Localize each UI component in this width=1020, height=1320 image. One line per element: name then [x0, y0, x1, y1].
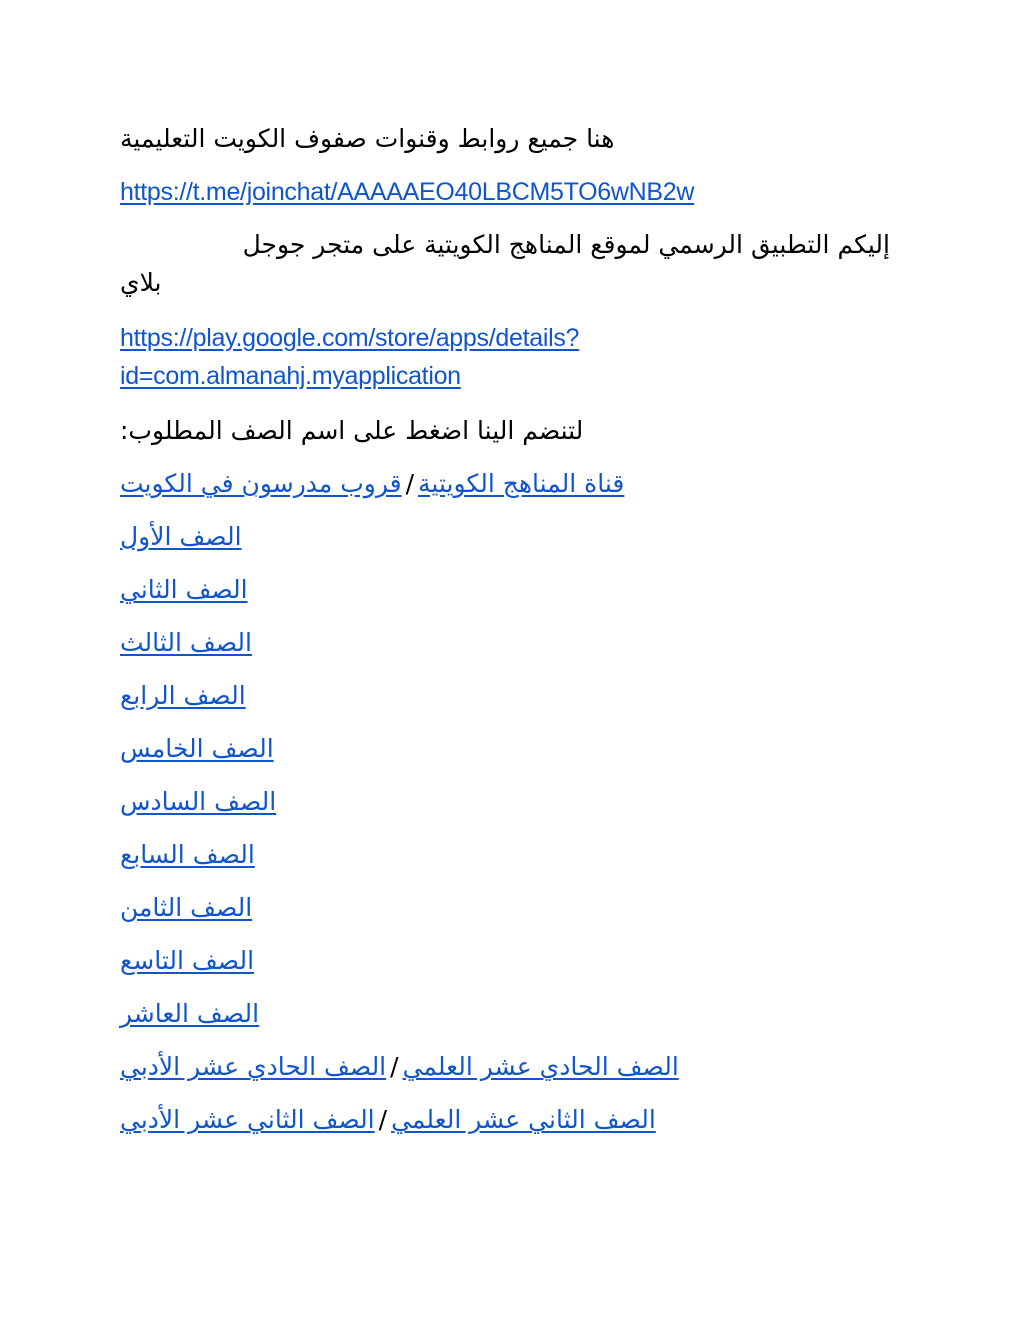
grade11-separator: /	[390, 1052, 399, 1081]
grade-link[interactable]: الصف الثامن	[120, 893, 253, 922]
grade11-row	[120, 1048, 679, 1086]
channels-separator: /	[405, 469, 415, 498]
grade-row	[120, 624, 252, 662]
grade-row	[120, 889, 252, 927]
grade11-arts-link[interactable]: الصف الحادي عشر الأدبي	[120, 1052, 387, 1081]
join-instruction: لتنضم الينا اضغط على اسم الصف المطلوب:	[120, 416, 584, 445]
grade-link[interactable]: الصف التاسع	[120, 946, 255, 975]
telegram-link[interactable]	[120, 173, 694, 211]
grade11-science-link[interactable]: الصف الحادي عشر العلمي	[402, 1052, 679, 1081]
channels-row	[120, 465, 624, 503]
intro-heading: هنا جميع روابط وقنوات صفوف الكويت التعليمية	[120, 124, 615, 153]
grade-row	[120, 783, 276, 821]
telegram-link-text[interactable]: https://t.me/joinchat/AAAAAEO40LBCM5TO6wNB2w	[120, 178, 695, 206]
channel-link[interactable]: قناة المناهج الكويتية	[418, 469, 625, 498]
grade12-separator: /	[378, 1105, 388, 1134]
grade-link[interactable]: الصف الأول	[120, 522, 242, 551]
app-description	[120, 226, 890, 302]
app-description-line2: بلاي	[120, 268, 162, 297]
grade12-science-link[interactable]: الصف الثاني عشر العلمي	[391, 1105, 656, 1134]
grade-link[interactable]: الصف الخامس	[120, 734, 274, 763]
grade-row	[120, 942, 254, 980]
grade-link[interactable]: الصف العاشر	[120, 999, 260, 1028]
grade-link[interactable]: الصف السابع	[120, 840, 255, 869]
grade12-row	[120, 1101, 656, 1139]
grade-row	[120, 730, 274, 768]
play-store-link[interactable]	[120, 319, 579, 395]
grade-row	[120, 677, 246, 715]
grade-row	[120, 995, 259, 1033]
grade-link[interactable]: الصف الثاني	[120, 575, 248, 604]
grade-link[interactable]: الصف السادس	[120, 787, 277, 816]
grade-row	[120, 836, 255, 874]
play-store-link-line2[interactable]: id=com.almanahj.myapplication	[120, 362, 461, 390]
group-link[interactable]: قروب مدرسون في الكويت	[120, 469, 402, 498]
grade-link[interactable]: الصف الثالث	[120, 628, 252, 657]
grade-row	[120, 571, 248, 609]
grade12-arts-link[interactable]: الصف الثاني عشر الأدبي	[120, 1105, 375, 1134]
grade-row	[120, 518, 242, 556]
grade-link[interactable]: الصف الرابع	[120, 681, 246, 710]
play-store-link-line1[interactable]: https://play.google.com/store/apps/details?	[120, 324, 580, 352]
app-description-line1: إليكم التطبيق الرسمي لموقع المناهج الكويتية على متجر جوجل	[242, 230, 890, 259]
